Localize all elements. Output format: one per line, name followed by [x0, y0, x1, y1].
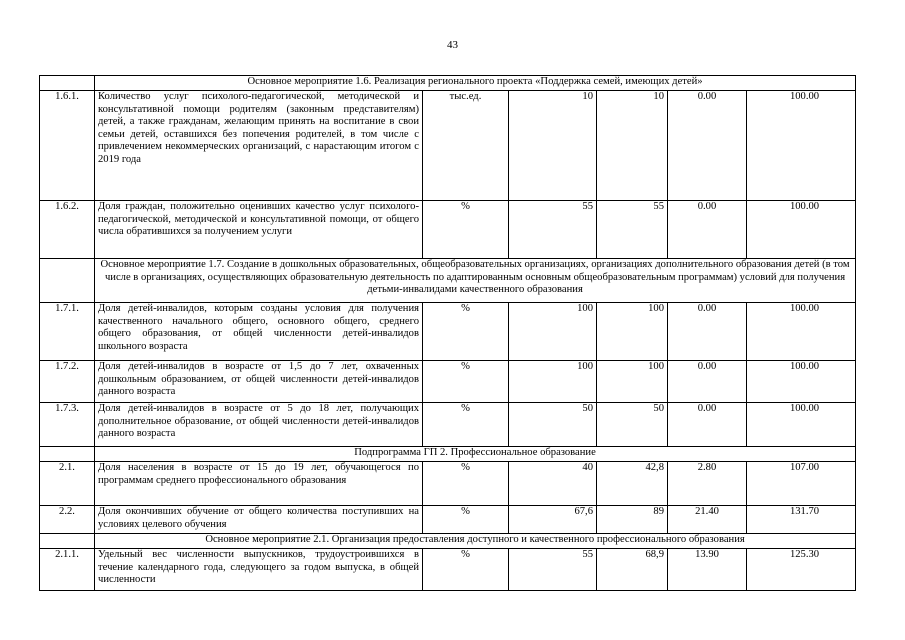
- table-row: [40, 506, 856, 534]
- fact-cell: 68,9: [597, 549, 668, 591]
- plan-cell: 100: [509, 303, 597, 361]
- unit-cell: %: [423, 201, 509, 259]
- indicator-name: Доля детей-инвалидов в возрасте от 1,5 до 7 лет, охваченных дошкольным образованием, от общей численности детей-инвалидов данного возраста: [95, 361, 423, 403]
- deviation-cell: 0.00: [668, 303, 747, 361]
- indicators-table: [39, 75, 856, 591]
- plan-cell: 10: [509, 91, 597, 201]
- deviation-cell: 0.00: [668, 91, 747, 201]
- unit-cell: %: [423, 506, 509, 534]
- percent-cell: 100.00: [747, 361, 856, 403]
- table-row: [40, 361, 856, 403]
- table-row: [40, 303, 856, 361]
- section-row: [40, 447, 856, 462]
- percent-cell: 100.00: [747, 201, 856, 259]
- deviation-cell: 0.00: [668, 201, 747, 259]
- percent-cell: 100.00: [747, 403, 856, 447]
- unit-cell: %: [423, 549, 509, 591]
- empty-cell: [40, 76, 95, 91]
- table-row: [40, 403, 856, 447]
- percent-cell: 107.00: [747, 462, 856, 506]
- table-row: [40, 91, 856, 201]
- deviation-cell: 0.00: [668, 361, 747, 403]
- section-title: Подпрограмма ГП 2. Профессиональное образование: [95, 447, 856, 462]
- indicator-name: Количество услуг психолого-педагогической, методической и консультативной помощи родителям (законным представителям) детей, а также гражданам, желающим принять на воспитание в свои семьи детей, оставшихся без попечения родителей, в том числе с привлечением некоммерческих организаций, с нарастающим итогом с 2019 года: [95, 91, 423, 201]
- plan-cell: 67,6: [509, 506, 597, 534]
- fact-cell: 89: [597, 506, 668, 534]
- unit-cell: тыс.ед.: [423, 91, 509, 201]
- row-number: 2.1.1.: [40, 549, 95, 591]
- row-number: 1.6.2.: [40, 201, 95, 259]
- percent-cell: 100.00: [747, 303, 856, 361]
- unit-cell: %: [423, 361, 509, 403]
- table-row: [40, 462, 856, 506]
- plan-cell: 50: [509, 403, 597, 447]
- section-row: [40, 76, 856, 91]
- empty-cell: [40, 534, 95, 549]
- deviation-cell: 13.90: [668, 549, 747, 591]
- section-title: Основное мероприятие 1.7. Создание в дошкольных образовательных, общеобразовательных организациях, организациях дополнительного образования детей (в том числе в организациях, осуществляющих образовательную деятельность по адаптированным основным общеобразовательным программам) условий для получения детьми-инвалидами качественного образования: [95, 259, 856, 303]
- unit-cell: %: [423, 403, 509, 447]
- row-number: 2.2.: [40, 506, 95, 534]
- row-number: 1.6.1.: [40, 91, 95, 201]
- percent-cell: 125.30: [747, 549, 856, 591]
- fact-cell: 100: [597, 361, 668, 403]
- row-number: 1.7.2.: [40, 361, 95, 403]
- row-number: 2.1.: [40, 462, 95, 506]
- fact-cell: 10: [597, 91, 668, 201]
- section-title: Основное мероприятие 1.6. Реализация регионального проекта «Поддержка семей, имеющих детей»: [95, 76, 856, 91]
- indicator-name: Доля детей-инвалидов в возрасте от 5 до 18 лет, получающих дополнительное образование, от общей численности детей-инвалидов данного возраста: [95, 403, 423, 447]
- row-number: 1.7.1.: [40, 303, 95, 361]
- deviation-cell: 0.00: [668, 403, 747, 447]
- deviation-cell: 21.40: [668, 506, 747, 534]
- indicator-name: Доля детей-инвалидов, которым созданы условия для получения качественного начального общего, основного общего, среднего общего образования, от общей численности детей-инвалидов школьного возраста: [95, 303, 423, 361]
- unit-cell: %: [423, 303, 509, 361]
- table-row: [40, 201, 856, 259]
- row-number: 1.7.3.: [40, 403, 95, 447]
- indicator-name: Доля окончивших обучение от общего количества поступивших на условиях целевого обучения: [95, 506, 423, 534]
- section-row: [40, 534, 856, 549]
- plan-cell: 55: [509, 201, 597, 259]
- page-number: 43: [447, 39, 458, 51]
- fact-cell: 50: [597, 403, 668, 447]
- fact-cell: 55: [597, 201, 668, 259]
- deviation-cell: 2.80: [668, 462, 747, 506]
- plan-cell: 100: [509, 361, 597, 403]
- unit-cell: %: [423, 462, 509, 506]
- plan-cell: 40: [509, 462, 597, 506]
- indicator-name: Доля населения в возрасте от 15 до 19 лет, обучающегося по программам среднего профессионального образования: [95, 462, 423, 506]
- table-row: [40, 549, 856, 591]
- fact-cell: 100: [597, 303, 668, 361]
- percent-cell: 131.70: [747, 506, 856, 534]
- plan-cell: 55: [509, 549, 597, 591]
- fact-cell: 42,8: [597, 462, 668, 506]
- percent-cell: 100.00: [747, 91, 856, 201]
- section-title: Основное мероприятие 2.1. Организация предоставления доступного и качественного профессионального образования: [95, 534, 856, 549]
- indicator-name: Удельный вес численности выпускников, трудоустроившихся в течение календарного года, следующего за годом выпуска, в общей численности: [95, 549, 423, 591]
- empty-cell: [40, 259, 95, 303]
- indicator-name: Доля граждан, положительно оценивших качество услуг психолого-педагогической, методической и консультативной помощи, от общего числа обратившихся за получением услуги: [95, 201, 423, 259]
- section-row: [40, 259, 856, 303]
- empty-cell: [40, 447, 95, 462]
